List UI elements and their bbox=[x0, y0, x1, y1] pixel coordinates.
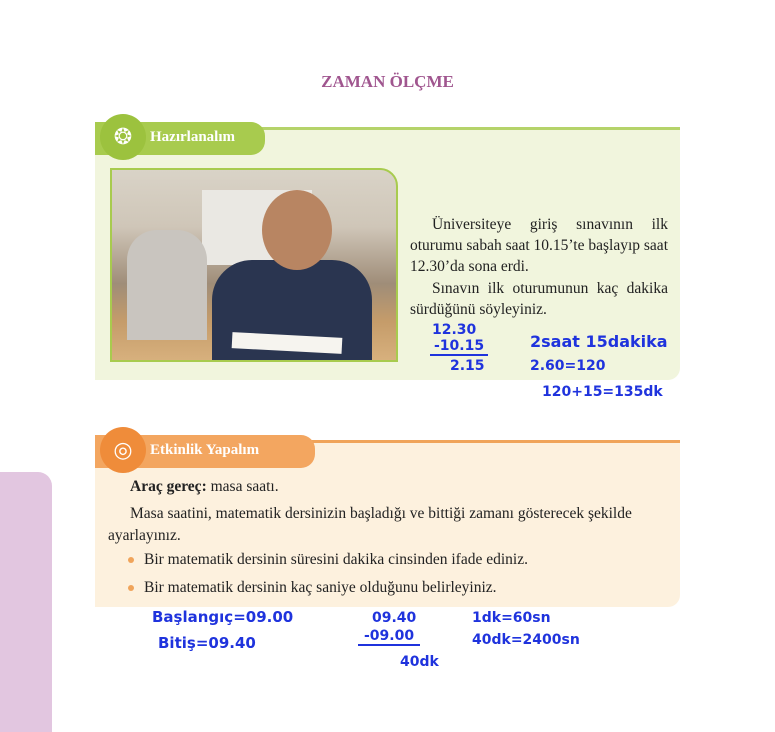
activity-text: Bir matematik dersinin süresini dakika cinsinden ifade ediniz. bbox=[144, 551, 528, 568]
question-prompt: Sınavın ilk oturumunun kaç dakika sürdüğünü söyleyiniz. bbox=[410, 280, 668, 318]
handwritten-note: 40dk bbox=[400, 654, 439, 670]
handwritten-note: 09.40 bbox=[372, 610, 417, 626]
divider bbox=[250, 127, 680, 130]
handwritten-note: 2.60=120 bbox=[530, 358, 606, 374]
section-label: Etkinlik Yapalım bbox=[150, 442, 260, 458]
handwritten-note: 2saat 15dakika bbox=[530, 332, 668, 351]
tools-value: masa saatı. bbox=[210, 478, 279, 495]
handwritten-note: Başlangıç=09.00 bbox=[152, 608, 294, 626]
target-icon: ◎ bbox=[100, 427, 146, 473]
divider bbox=[300, 440, 680, 443]
handwritten-note: 2.15 bbox=[450, 358, 485, 374]
student-back bbox=[127, 230, 207, 340]
handwritten-note: 12.30 bbox=[432, 322, 477, 338]
bullet-icon bbox=[128, 585, 134, 591]
activity-text: Masa saatini, matematik dersinizin başladığı ve bittiği zamanı gösterecek şekilde ayarlayınız. bbox=[108, 505, 632, 544]
side-decoration bbox=[0, 472, 52, 732]
bullet-icon bbox=[128, 557, 134, 563]
activity-item bbox=[128, 551, 528, 569]
tools-label: Araç gereç: bbox=[130, 478, 207, 495]
handwritten-note: -09.00 bbox=[358, 628, 420, 646]
handwritten-note: 1dk=60sn bbox=[472, 610, 551, 626]
activity-text: Bir matematik dersinin kaç saniye olduğunu belirleyiniz. bbox=[144, 579, 497, 596]
handwritten-note: -10.15 bbox=[430, 338, 488, 356]
medal-icon: ❂ bbox=[100, 114, 146, 160]
handwritten-note: Bitiş=09.40 bbox=[158, 634, 256, 652]
section-label: Hazırlanalım bbox=[150, 129, 235, 145]
student-head bbox=[262, 190, 332, 270]
activity-item bbox=[128, 579, 497, 597]
exam-photo bbox=[110, 168, 398, 362]
handwritten-note: 120+15=135dk bbox=[542, 384, 663, 400]
page-title: ZAMAN ÖLÇME bbox=[321, 72, 454, 91]
question-text: Üniversiteye giriş sınavının ilk oturumu sabah saat 10.15’te başlayıp saat 12.30’da sona erdi. bbox=[410, 216, 668, 275]
handwritten-note: 40dk=2400sn bbox=[472, 632, 580, 648]
activity-item bbox=[108, 503, 660, 547]
